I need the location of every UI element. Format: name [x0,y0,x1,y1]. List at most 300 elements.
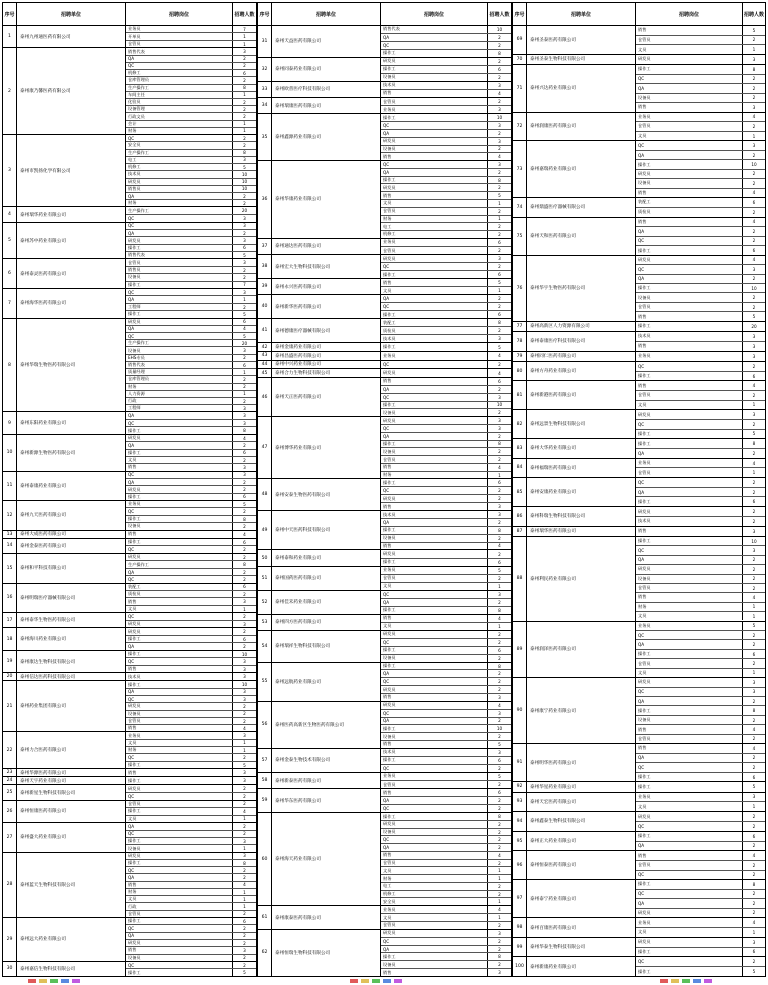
job-list [636,851,765,879]
job-count: 6 [752,199,756,205]
job-list [126,412,256,433]
job-row [636,678,765,687]
job-row [126,333,256,340]
company-row [3,777,256,785]
job-position: 研发员 [381,821,488,828]
job-count: 4 [243,435,246,441]
job-row [636,401,765,410]
job-row [636,75,765,84]
job-row [381,969,511,976]
company-row [513,141,765,198]
job-row [126,486,256,493]
job-count: 6 [752,949,756,955]
job-position: 操作工 [126,494,233,500]
company-number: 94 [513,812,527,831]
job-row [381,922,511,929]
job-position: 化验员 [126,99,233,105]
job-count: 3 [752,143,756,149]
job-position: 机修工 [126,70,233,76]
job-count: 2 [752,489,756,495]
job-row [636,546,765,555]
company-row [3,435,256,472]
company-number: 96 [513,851,527,879]
job-position: 仓管员 [381,575,488,582]
company-row [3,613,256,628]
table-panel-3 [512,2,766,977]
job-count: 2 [243,801,246,807]
company-row [3,769,256,777]
job-count: 4 [243,531,246,537]
company-row [3,531,256,539]
color-swatch [39,979,47,983]
job-list [381,631,511,662]
company-row [258,930,511,976]
header-position: 招聘岗位 [381,3,488,25]
job-position: 研发员 [636,170,743,178]
job-position: 质检员 [381,327,488,334]
job-row [126,933,256,940]
job-count: 2 [498,42,501,48]
job-count: 5 [498,567,501,573]
job-position: 仓管员 [636,735,743,743]
job-count: 3 [243,49,246,55]
job-count: 2 [752,95,756,101]
job-row [381,417,511,425]
job-position: 开单员 [126,33,233,39]
job-count: 8 [752,66,756,72]
job-position: 财务 [126,384,233,390]
job-list [381,789,511,812]
job-position: 业务员 [126,732,233,738]
job-row [636,36,765,46]
job-count: 2 [243,711,246,717]
job-row [381,891,511,899]
job-count: 4 [752,594,756,600]
job-position: 研发员 [126,621,233,628]
job-count: 2 [498,655,501,661]
job-count: 1 [243,846,246,851]
job-position: 业务员 [126,501,233,507]
job-position: 文员 [636,45,743,54]
job-position: 文员 [636,669,743,677]
job-count: 2 [498,734,501,740]
job-count: 2 [243,487,246,492]
job-list [381,279,511,294]
job-count: 3 [243,659,246,665]
job-list [126,472,256,501]
job-row [126,362,256,369]
company-row [513,26,765,55]
job-count: 3 [243,838,246,844]
company-name: 泰州润康医药有限公司 [527,113,636,141]
job-position: 业务员 [381,906,488,913]
job-row [636,170,765,179]
job-row [126,150,256,157]
job-position: 操作工 [636,706,743,714]
company-number: 35 [258,114,272,160]
job-count: 2 [752,814,756,820]
company-number: 98 [513,918,527,937]
job-row [126,725,256,731]
job-position: 财务 [126,747,233,753]
job-row [381,583,511,590]
company-name: 泰州大成医药有限公司 [17,531,126,538]
job-row [126,347,256,354]
company-name: 泰州方舟药业有限公司 [527,362,636,381]
job-count: 8 [752,881,756,887]
job-row [381,930,511,938]
job-row [636,293,765,302]
job-count: 1 [498,583,501,589]
job-row [636,716,765,725]
job-row [126,808,256,815]
job-position: QC [126,546,233,553]
job-row [381,757,511,765]
job-row [126,267,256,274]
job-position: 操作工 [636,160,743,168]
job-count: 5 [498,741,501,747]
job-position: 生产操作工 [126,340,233,346]
job-count: 2 [752,566,756,572]
company-row [3,135,256,207]
job-row [126,135,256,142]
job-count: 10 [241,682,248,688]
company-number: 26 [3,801,17,822]
job-row [126,326,256,333]
job-row [636,659,765,668]
company-name: 泰州圣泰医药有限公司 [527,26,636,54]
job-position: 销售 [636,26,743,35]
job-row [126,613,256,621]
job-position: 操作工 [381,402,488,409]
job-row [381,575,511,583]
company-number: 34 [258,98,272,113]
company-row [513,744,765,782]
job-position: 操作工 [636,284,743,292]
job-position: 财务 [381,216,488,223]
job-list [126,554,256,583]
company-name: 泰州康乃馨医药有限公司 [17,48,126,134]
job-position: QA [381,797,488,804]
job-count: 2 [243,962,246,968]
job-row [126,77,256,84]
job-count: 3 [752,548,756,554]
company-row [258,352,511,361]
job-count: 6 [752,373,756,379]
job-position: 研发员 [381,417,488,424]
company-number: 99 [513,938,527,957]
job-count: 6 [498,790,501,796]
job-row [636,575,765,584]
job-row [126,304,256,311]
job-position: 机修工 [381,231,488,238]
job-list [381,702,511,748]
job-row [636,256,765,265]
job-row [381,441,511,449]
job-count: 20 [751,323,757,329]
job-row [126,703,256,710]
job-row [636,822,765,831]
job-list [636,26,765,54]
job-list [126,539,256,553]
job-row [381,789,511,797]
job-list [636,362,765,381]
job-position: QA [126,326,233,332]
job-count: 2 [752,959,756,965]
company-number: 88 [513,537,527,621]
job-count: 6 [752,651,756,657]
company-name: 泰州药业集团有限公司 [17,681,126,731]
job-position: 研发员 [636,909,743,918]
job-position: 销售 [381,852,488,859]
job-row [381,733,511,741]
job-count: 2 [752,862,756,868]
job-position: QA [636,640,743,648]
job-position: 操作工 [381,311,488,318]
job-count: 1 [752,604,756,610]
job-row [381,836,511,844]
job-position: 销售代表 [381,26,488,33]
job-count: 2 [243,384,246,390]
header-count: 招聘人数 [234,11,255,18]
company-row [3,732,256,769]
company-number: 97 [513,880,527,917]
company-name: 泰州华星药业有限公司 [527,782,636,791]
job-position: 操作工 [636,948,743,957]
company-name: 泰州华康药业有限公司 [272,161,381,238]
company-row [3,501,256,531]
company-number: 37 [258,239,272,254]
job-row [636,45,765,54]
job-position: QC [126,658,233,664]
job-row [126,70,256,77]
job-position: 仓管员 [636,584,743,592]
job-row [381,710,511,718]
company-name: 泰州永兴医药有限公司 [272,279,381,294]
job-position: 操作工 [636,65,743,73]
job-count: 2 [752,765,756,771]
job-row [126,696,256,703]
job-row [381,527,511,535]
company-name: 泰州新华医药有限公司 [272,295,381,318]
job-count: 2 [498,535,501,541]
job-position: 仓管员 [381,781,488,788]
company-row [513,410,765,439]
job-row [636,218,765,228]
company-name: 泰州新星生物科技有限公司 [17,785,126,799]
header-no: 序号 [513,3,527,25]
job-row [636,517,765,526]
job-position: 操作工 [381,527,488,534]
job-count: 3 [243,238,246,244]
company-number: 33 [258,82,272,97]
job-count: 2 [752,755,756,761]
job-count: 3 [243,666,246,672]
job-position: QC [381,161,488,168]
job-position: 财务 [636,603,743,611]
job-count: 1 [498,915,501,920]
job-list [381,319,511,342]
job-row [381,169,511,177]
job-count: 20 [241,340,248,346]
job-count: 2 [498,58,501,64]
job-row [126,598,256,605]
job-row [636,179,765,188]
job-position: 文员 [636,928,743,937]
job-row [381,287,511,294]
job-row [381,938,511,946]
job-count: 3 [243,260,246,266]
job-count: 5 [752,314,756,320]
job-position: 销售 [381,503,488,510]
job-count: 2 [752,450,756,456]
job-row [636,697,765,706]
job-position: 仓管员 [636,303,743,311]
job-row [381,66,511,74]
job-count: 3 [752,343,756,349]
job-row [636,706,765,715]
job-position: QA [381,718,488,725]
job-row [381,961,511,969]
job-count: 3 [752,266,756,272]
job-count: 3 [498,512,501,518]
job-row [636,284,765,293]
job-count: 2 [243,304,246,310]
job-row [636,603,765,612]
company-row [513,812,765,832]
job-count: 1 [498,623,501,629]
company-name: 泰州福瑞医药有限公司 [527,459,636,478]
job-row [381,58,511,66]
job-list [126,732,256,768]
job-count: 4 [498,353,501,359]
job-row [636,507,765,517]
job-row [636,793,765,803]
job-count: 6 [243,450,246,456]
job-count: 1 [243,740,246,746]
job-count: 2 [498,519,501,525]
job-position: 销售 [636,593,743,601]
job-row [381,511,511,519]
job-position: 销售 [381,789,488,796]
job-list [636,478,765,506]
job-row [381,464,511,472]
job-position: 操作工 [381,50,488,57]
job-row [636,584,765,593]
company-name: 泰州金泰医药有限公司 [17,539,126,553]
job-position: QA [126,230,233,236]
job-count: 1 [243,889,246,895]
job-count: 8 [498,320,501,326]
job-row [126,561,256,568]
job-list [126,673,256,680]
color-swatch [72,979,80,983]
company-number: 84 [513,459,527,478]
job-row [381,319,511,327]
job-row [381,953,511,961]
header-position: 招聘岗位 [126,3,233,25]
company-name: 泰州力合医药有限公司 [17,732,126,768]
job-position: QC [636,763,743,772]
company-row [258,749,511,773]
job-row [381,773,511,781]
job-count: 3 [243,223,246,229]
job-count: 2 [243,933,246,939]
job-row [636,565,765,574]
job-count: 2 [498,551,501,557]
job-count: 2 [243,509,246,515]
job-count: 1 [243,41,246,47]
company-name: 泰州东阳药业有限公司 [17,412,126,433]
job-row [381,599,511,607]
job-list [636,332,765,351]
job-position: QC [636,265,743,273]
job-position: 操作工 [126,681,233,687]
job-count: 6 [498,312,501,318]
job-position: 操作工 [126,516,233,522]
job-position: 技术员 [126,171,233,177]
company-number: 90 [513,678,527,743]
job-row [636,468,765,477]
job-position: 车间主任 [126,92,233,98]
job-list [636,832,765,851]
job-list [636,439,765,458]
company-name: 泰州四方医药有限公司 [272,615,381,630]
job-count: 2 [752,576,756,582]
job-row [126,435,256,442]
job-list [636,793,765,812]
job-position: 操作工 [381,177,488,184]
job-count: 2 [498,130,501,136]
job-count: 2 [752,698,756,704]
job-count: 2 [498,328,501,334]
job-row [381,535,511,543]
company-name: 泰州嘉信生物科技有限公司 [17,962,126,976]
job-position: QA [381,519,488,526]
job-count: 5 [243,762,246,768]
job-position: 仓管员 [381,456,488,463]
job-position: 文员 [636,802,743,811]
company-number: 31 [258,26,272,57]
color-swatch [693,979,701,983]
company-name: 泰州泰华生物医药有限公司 [17,613,126,627]
rows-panel-2 [258,26,511,976]
job-count: 3 [752,56,756,62]
job-row [381,867,511,875]
job-row [381,487,511,495]
job-row [381,456,511,464]
job-position: QC [126,793,233,800]
job-row [126,274,256,281]
job-row [126,962,256,970]
job-count: 5 [243,333,246,339]
job-position: 技术员 [636,517,743,526]
job-list [381,479,511,510]
job-position: 业务员 [636,622,743,630]
job-count: 2 [498,208,501,214]
job-position: 销售 [636,381,743,390]
company-name: 泰州医药高新区生物医药有限公司 [272,702,381,748]
job-position: 生产操作工 [126,150,233,156]
company-row [3,673,256,681]
job-row [126,539,256,547]
company-row [3,259,256,289]
job-position: 研发员 [636,410,743,419]
job-count: 5 [752,623,756,629]
company-name: 泰州泰宁药业有限公司 [527,880,636,917]
job-count: 2 [243,831,246,837]
job-count: 6 [243,636,246,642]
